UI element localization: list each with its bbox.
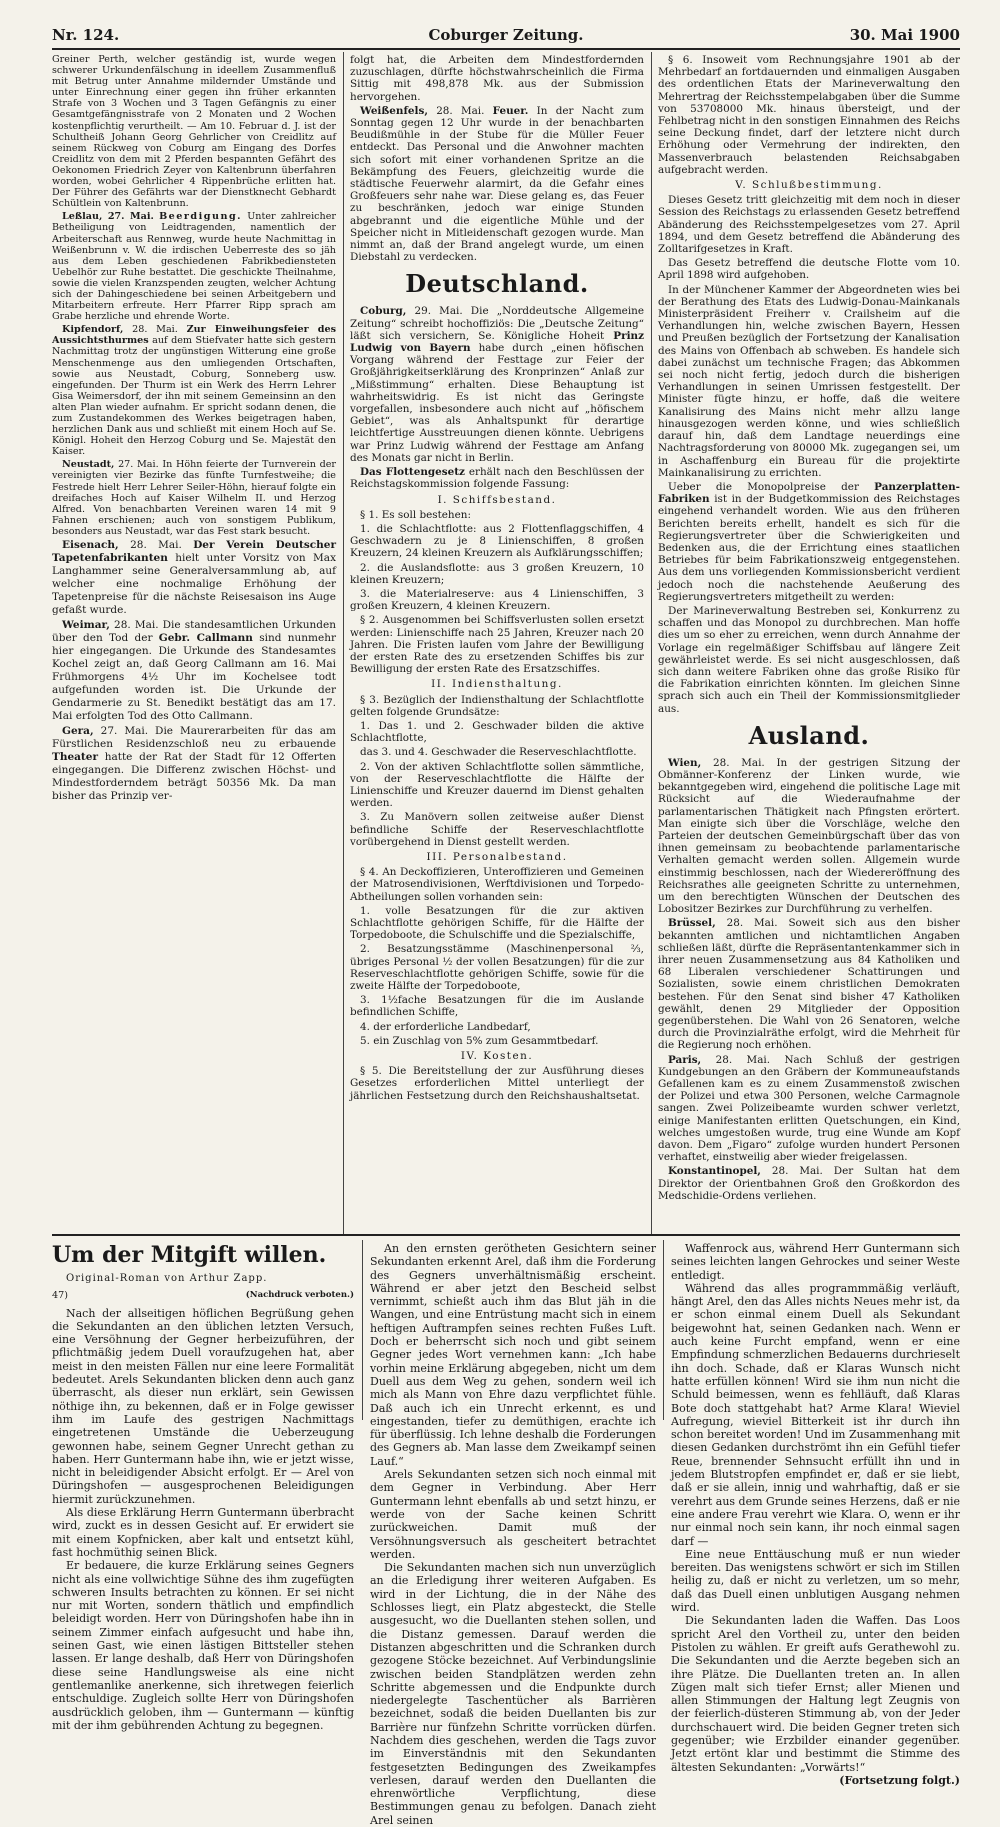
- article-gera: Gera, 27. Mai. Die Maurerarbeiten für das am Fürstlichen Residenzschloß neu zu erbauende Theater hatte der Rat der Stadt für 12 Offerten eingegangen. Die Differenz zwischen Höchst- und Mindestforderndem beträgt 50356 Mk. Da man bisher das Prinzip ver-: [52, 725, 337, 803]
- column-rule: [663, 1240, 664, 1420]
- law-item: 2. Besatzungsstämme (Maschinenpersonal ⅔, übriges Personal ½ der vollen Besatzungen) für die zur Reserveschlachtflotte gehörigen Schiffe, sowie für die zweite Hälfte der Torpedoboote,: [350, 943, 644, 993]
- article-konstantinopel: Konstantinopel, 28. Mai. Der Sultan hat dem Direktor der Orientbahnen Groß den Großkordon des Medschidie-Ordens verliehen.: [658, 1165, 960, 1202]
- law-item: das 3. und 4. Geschwader die Reserveschlachtflotte.: [360, 746, 637, 759]
- column-rule: [343, 52, 344, 1234]
- article-muenchen: In der Münchener Kammer der Abgeordneten wies bei der Berathung des Etats des Ludwig-Donau-Mainkanals Ministerpräsident Freiherr v. Crailsheim auf die Verhandlungen hin, welche zwischen Bayern, Hessen und Preußen bezüglich der Fortsetzung der Kanalisation des Mains von Offenbach ab schweben. Es handele sich dabei zunächst um technische Fragen; das Abkommen sei noch nicht fertig, jedoch durch die bisherigen Verhandlungen in seinen Umrissen festgestellt. Der Minister fügte hinzu, er hoffe, daß die weitere Kanalisirung des Mains nicht mehr allzu lange hinausgezogen werden könne, und wies schließlich darauf hin, daß dem Landtage neuerdings eine Nachtragsforderung von 80000 Mk. zugegangen sei, um in Aschaffenburg ein Bureau für die projektirte Mainkanalisirung zu errichten.: [658, 283, 960, 479]
- article-wien: Wien, 28. Mai. In der gestrigen Sitzung der Obmänner-Konferenz der Linken wurde, wie bekanntgegeben wird, eingehend die politische Lage mit Rücksicht auf die Wiederaufnahme der parlamentarischen Thätigkeit nach Pfingsten erörtert. Man einigte sich über die Vorschläge, welche den Parteien der deutschen Gemeinbürgschaft über das von ihnen gemeinsam zu beobachtende parlamentarische Verhalten gemacht werden sollen. Allgemein wurde einstimmig beschlossen, nach der Wiedereröffnung des Reichsrathes alle geeigneten Schritte zu unternehmen, um den berechtigten Wünschen der Deutschen des Lobositzer Bezirkes zur Durchführung zu verhelfen.: [658, 756, 960, 916]
- article-text: Der Marineverwaltung Bestreben sei, Konkurrenz zu schaffen und das Monopol zu durchbrechen. Man hoffe dies um so eher zu erreichen, wenn durch Annahme der Vorlage ein regelmäßiger Schiffsbau auf längere Zeit gewährleistet werde. Es sei nicht ausgeschlossen, daß sich dann weitere Fabriken ohne das große Risiko für die Fabrikation einrichten könnten. Im gleichen Sinne sprach sich auch ein Theil der Kommissionsmitglieder aus.: [658, 604, 960, 715]
- law-section-heading: II. Indiensthaltung.: [431, 678, 563, 691]
- law-paragraph: § 1. Es soll bestehen:: [360, 508, 471, 521]
- law-paragraph: Dieses Gesetz tritt gleichzeitig mit dem noch in dieser Session des Reichstags zu erlassenden Gesetz betreffend Abänderung des Reichsstempelgesetzes vom 27. April 1894, und dem Gesetz betreffend die Abänderung des Zolltarifgesetzes in Kraft.: [658, 194, 960, 256]
- law-paragraph: Das Gesetz betreffend die deutsche Flotte vom 10. April 1898 wird aufgehoben.: [658, 257, 960, 282]
- article-lesslau: Leßlau, 27. Mai. Beerdigung. Unter zahlreicher Betheiligung von Leidtragenden, namentlich der Arbeiterschaft aus Rennweg, wurde heute Nachmittag in Weißenbrunn v. W. die irdischen Ueberreste des so jäh aus dem Leben geschiedenen Fabrikbediensteten Uebelhör zur Ruhe bestattet. Die geschickte Theilnahme, sowie die vielen Kranzspenden zeugten, welcher Achtung sich der Dahingeschiedene bei seinen Arbeitgebern und Mitarbeitern erfreute. Herr Pfarrer Ripp sprach am Grabe herzliche und ehrende Worte.: [52, 211, 336, 323]
- law-paragraph: § 5. Die Bereitstellung der zur Ausführung dieses Gesetzes erforderlichen Mittel unterliegt der jährlichen Festsetzung durch den Reichshaushaltsetat.: [350, 1065, 644, 1102]
- law-item: 2. Von der aktiven Schlachtflotte sollen sämmtliche, von der Reserveschlachtflotte die Hälfte der Linienschiffe und Kreuzer dauernd im Dienst gehalten werden.: [350, 760, 644, 810]
- law-item: 3. die Materialreserve: aus 4 Linienschiffen, 3 großen Kreuzern, 4 kleinen Kreuzern.: [350, 587, 644, 613]
- law-item: 1. Das 1. und 2. Geschwader bilden die aktive Schlachtflotte,: [350, 719, 644, 745]
- article-weimar: Weimar, 28. Mai. Die standesamtlichen Urkunden über den Tod der Gebr. Callmann sind nunmehr hier eingegangen. Die Urkunde des Standesamtes Kochel zeigt an, daß Georg Callmann am 16. Mai Frühmorgens 4½ Uhr im Kochelsee todt aufgefunden worden ist. Die Urkunde der Gendarmerie zu St. Benedikt bestätigt das am 17. Mai erfolgten Tod des Otto Callmann.: [52, 619, 336, 723]
- article-text: Greiner Perth, welcher geständig ist, wurde wegen schwerer Urkundenfälschung in ideellem Zusammenfluß mit Betrug unter Annahme mildernder Umstände und unter Einrechnung einer gegen ihn früher erkannten Strafe von 3 Wochen und 3 Tagen Gefängnis zu einer Gesamtgefängnisstrafe von 2 Monaten und 2 Wochen kostenpflichtig verurtheilt. — Am 10. Februar d. J. ist der Schultheiß Johann Georg Gehrlicher von Creidlitz auf seinem Rückweg von Coburg am Eingang des Dorfes Creidlitz von dem mit 2 Pferden bespannten Gefährt des Oekonomen Friedrich Zeyer von Kaltenbrunn überfahren worden, wobei Gehrlicher 4 Rippenbrüche erlitten hat. Der Führer des Gefährts war der Dienstknecht Gebhardt Schültlein von Kaltenbrunn.: [52, 54, 336, 210]
- feuilleton-text: Die Sekundanten laden die Waffen. Das Loos spricht Arel den Vortheil zu, unter den beiden Pistolen zu wählen. Er greift aufs Gerathewohl zu. Die Sekundanten und die Aerzte begeben sich an ihre Plätze. Die Duellanten treten an. In allen Zügen malt sich tiefer Ernst; aller Mienen und allen Stimmungen der Haltung legt Zeugnis von der feierlich-düsteren Stimmung ab, von der Jeder durchschauert wird. Die beiden Gegner treten sich gegenüber; wie Erzbilder einander gegenüber. Jetzt ertönt klar und bestimmt die Stimme des ältesten Sekundanten: „Vorwärts!“: [671, 1614, 960, 1774]
- feuilleton-text: Arels Sekundanten setzen sich noch einmal mit dem Gegner in Verbindung. Aber Herr Guntermann lehnt ebenfalls ab und setzt hinzu, er werde von der Sache keinen Schritt zurückweichen. Damit muß der Versöhnungsversuch als gescheitert betrachtet werden.: [370, 1468, 656, 1561]
- feuilleton-text: Nach der allseitigen höflichen Begrüßung gehen die Sekundanten an den üblichen letzten Versuch, eine Versöhnung der Gegner herbeizuführen, der pflichtmäßig jedem Duell voraufzugehen hat, aber meist in den meisten Fällen nur eine leere Formalität bedeutet. Arels Sekundanten blicken denn auch ganz überrascht, als dieser nun erklärt, sein Gewissen nöthige ihn, zu bekennen, daß er in Folge gewisser ihm im Laufe des gestrigen Nachmittags eingetretenen Umstände die Ueberzeugung gewonnen habe, seinem Gegner Unrecht gethan zu haben. Herr Guntermann habe ihn, wie er jetzt wisse, nicht in beleidigender Absicht erfolgt. Er — Arel von Düringshofen — ausgesprochenen Beleidigungen hiermit zurückzunehmen.: [52, 1306, 354, 1506]
- article-coburg: Coburg, 29. Mai. Die „Norddeutsche Allgemeine Zeitung“ schreibt hochoffiziös: Die „Deutsche Zeitung“ läßt sich versichern, Se. Königliche Hoheit Prinz Ludwig von Bayern habe durch „einen höfischen Vorgang während der Festtage zur Feier der Großjährigkeitserklärung des Kronprinzen“ Anlaß zur „Mißstimmung“ erhalten. Diese Behauptung ist wahrheitswidrig. Es ist nicht das Geringste vorgefallen, insbesondere auch nicht auf „höfischem Gebiet“, was als Anhaltspunkt für derartige leichtfertige Ausstreuungen dienen könnte. Uebrigens war Prinz Ludwig während der Festtage am Anfang des Monats gar nicht in Berlin.: [350, 305, 644, 464]
- feuilleton-text: Waffenrock aus, während Herr Guntermann sich seines leichten langen Gehrockes und seiner Weste entledigt.: [671, 1242, 960, 1282]
- feuilleton-text: An den ernsten gerötheten Gesichtern seiner Sekundanten erkennt Arel, daß ihm die Forderung des Gegners unverhältnismäßig erscheint. Während er aber jetzt den Bescheid selbst vernimmt, schießt auch ihm das Blut jäh in die Wangen, und eine Entrüstung macht sich in einem heftigen Auftrampfen seines rechten Fußes Luft. Doch er beherrscht sich noch und gibt seinem Gegner jedes Wort vernehmen kann: „Ich habe vorhin meine Erklärung abgegeben, nicht um dem Duell aus dem Weg zu gehen, sondern weil ich mich als Mann von Ehre dazu verpflichtet fühle. Daß auch ich ein Unrecht erkennt, es und eingestanden, tiefer zu demüthigen, erachte ich für überflüssig. Ich lehne deshalb die Forderungen des Gegners ab. Man lasse dem Zweikampf seinen Lauf.“: [370, 1242, 656, 1468]
- column-2: [350, 54, 644, 1232]
- issue-number: Nr. 124.: [52, 26, 120, 44]
- law-item: 1. volle Besatzungen für die zur aktiven Schlachtflotte gehörigen Schiffe, für die Hälfte der Torpedoboote, die Schulschiffe und die Spezialschiffe,: [350, 904, 644, 942]
- article-flottengesetz: Das Flottengesetz erhält nach den Beschlüssen der Reichstagskommission folgende Fassung:: [350, 466, 644, 491]
- feuilleton-text: Als diese Erklärung Herrn Guntermann überbracht wird, zuckt es in dessen Gesicht auf. Er erwidert sie mit einem Kopfnicken, aber kalt und entsetzt kühl, fast hochmüthig seinen Blick.: [52, 1506, 354, 1559]
- law-section-heading: IV. Kosten.: [460, 1050, 534, 1063]
- chapter-number: 47): [52, 1290, 68, 1302]
- feuilleton-column-3: [671, 1242, 960, 1787]
- article-neustadt: Neustadt, 27. Mai. In Höhn feierte der Turnverein der vereinigten vier Bezirke das fünfte Turnfestweihe; die Festrede hielt Herr Lehrer Seiler-Höhn, hierauf folgte ein dreifaches Hoch auf Kaiser Wilhelm II. und Herzog Alfred. Von benachbarten Vereinen waren 14 mit 9 Fahnen erschienen; auch von sonstigem Publikum, besonders aus Neustadt, war das Fest stark besucht.: [52, 459, 336, 537]
- law-section-heading: I. Schiffsbestand.: [437, 493, 557, 506]
- feuilleton-text: Er bedauere, die kurze Erklärung seines Gegners nicht als eine vollwichtige Sühne des ihm zugefügten schweren Insults betrachten zu können. Er sei nicht nur mit Worten, sondern thätlich und empfindlich beleidigt worden. Herr von Düringshofen habe ihn in seinem Zimmer einfach aufgesucht und habe ihn, seinen Gast, wie einen lästigen Bittsteller stehen lassen. Er lange deshalb, daß Herr von Düringshofen diese seine Handlungsweise als eine nicht gentlemanlike anerkenne, sich ihretwegen feierlich entschuldige. Zugleich sollte Herr von Düringshofen ausdrücklich geloben, ihm — Guntermann — künftig mit der ihm gebührenden Achtung zu begegnen.: [52, 1559, 354, 1732]
- feuilleton-column-1: [52, 1242, 354, 1732]
- law-section-heading: III. Personalbestand.: [426, 850, 568, 863]
- article-panzerplatten: Ueber die Monopolpreise der Panzerplatten-Fabriken ist in der Budgetkommission des Reichstages eingehend verhandelt worden. Wie aus den früheren Berichten bereits erhellt, handelt es sich für die Regierungsvertreter über die Schwierigkeiten und Bedenken aus, die der Errichtung eines staatlichen Betriebes für beim Fabrikationszweig entgegenstehen. Aus dem uns vorliegenden Kommissionsbericht verdient jedoch noch die nachstehende Aeußerung des Regierungsvertreters mitgetheilt zu werden:: [658, 480, 960, 603]
- article-weissenfels: Weißenfels, 28. Mai. Feuer. In der Nacht zum Sonntag gegen 12 Uhr wurde in der benachbarten Beudißmühle in der Stube für die Müller Feuer entdeckt. Das Personal und die Anwohner machten sich sofort mit einer vorhandenen Spritze an die Bekämpfung des Feuers, gleichzeitig wurde die städtische Feuerwehr alarmirt, da die Gefahr eines Großfeuers sehr nahe war. Diese gelang es, das Feuer zu beschränken, jedoch war einige Stunden abgebrannt und die eigentliche Mühle und der Speicher nicht in Mitleidenschaft gezogen wurde. Man nimmt an, daß der Brand angelegt wurde, um einen Diebstahl zu verdecken.: [350, 104, 644, 264]
- reprint-notice: (Nachdruck verboten.): [245, 1290, 354, 1301]
- law-item: 3. Zu Manövern sollen zeitweise außer Dienst befindliche Schiffe der Reserveschlachtflotte vorübergehend in Dienst gestellt werden.: [350, 811, 644, 848]
- feuilleton-text: Die Sekundanten machen sich nun unverzüglich an die Erledigung ihrer weiteren Aufgaben. Es wird in der Lichtung, die in der Nähe des Schlosses liegt, ein Platz abgesteckt, die Stelle ausgesucht, wo die Duellanten stehen sollen, und die Distanz gemessen. Darauf werden die Distanzen abgeschritten und die Schranken durch gezogene Stöcke bezeichnet. Auf Verbindungslinie zwischen beiden Standplätzen werden zehn Schritte abgemessen und die Endpunkte durch niedergelegte Taschentücher als Barrièren bezeichnet, sodaß die beiden Duellanten bis zur Barrière nur fünfzehn Schritte vorrücken dürfen. Nachdem dies geschehen, werden die Tags zuvor im Einverständnis mit den Sekundanten festgesetzten Bedingungen des Zweikampfes verlesen, darauf werden den Duellanten die ehrenwörtliche Verpflichtung, diese Bestimmungen genau zu befolgen. Danach zieht Arel seinen: [370, 1561, 656, 1827]
- law-paragraph: § 4. An Deckoffizieren, Unteroffizieren und Gemeinen der Matrosendivisionen, Werftdivisionen und Torpedo-Abtheilungen sollen vorhanden sein:: [350, 866, 644, 903]
- column-rule: [651, 52, 652, 1234]
- feuilleton-title: Um der Mitgift willen.: [52, 1242, 327, 1268]
- feuilleton-text: Eine neue Enttäuschung muß er nun wieder bereiten. Das wenigstens schwört er sich im Stillen heilig zu, daß er nicht zu verletzen, um so mehr, daß das Duell einen unblutigen Ausgang nehmen wird.: [671, 1547, 960, 1615]
- feuilleton-column-2: [370, 1242, 656, 1827]
- masthead: [52, 26, 960, 50]
- law-item: 3. 1½fache Besatzungen für die im Auslande befindlichen Schiffe,: [350, 994, 644, 1019]
- feuilleton-chapter: [52, 1289, 354, 1302]
- column-1: [52, 54, 336, 1232]
- column-rule: [362, 1240, 363, 1420]
- section-title-ausland: Ausland.: [748, 720, 870, 750]
- feuilleton-text: Während das alles programmmäßig verläuft, hängt Arel, den das Alles nichts Neues mehr ist, da er schon einmal einem Duell als Sekundant beigewohnt hat, seinen Gedanken nach. Wenn er auch keine Furcht empfand, wenn er eine Empfindung schmerzlichen Bedauerns durchrieselt ihn doch. Schade, daß er Klaras Wunsch nicht hatte erfüllen können! Wird sie ihm nun nicht die Schuld beimessen, wenn es fehlläuft, daß Klaras Bote doch stattgehabt hat? Arme Klara! Wieviel Aufregung, wieviel Bitterkeit ist ihr durch ihn schon bereitet worden! Und im Zusammenhang mit diesen Gedanken durchströmt ihn ein Gefühl tiefer Reue, brennender Sehnsucht erfüllt ihn und in jedem Blutstropfen empfindet er, daß er sie liebt, daß er sie allein, innig und wahrhaftig, daß er sie verehrt aus dem Grunde seines Herzens, daß er nie eine andere Frau verehrt wie Klara. O, wenn er ihr nur einmal noch sein kann, ihr noch einmal sagen darf —: [671, 1281, 960, 1548]
- column-3: [658, 54, 960, 1232]
- law-paragraph: § 2. Ausgenommen bei Schiffsverlusten sollen ersetzt werden: Linienschiffe nach 25 Jahren, Kreuzer nach 20 Jahren. Die Fristen laufen vom Jahre der Bewilligung der ersten Rate des zu ersetzenden Schiffes bis zur Bewilligung der ersten Rate des Ersatzschiffes.: [350, 614, 644, 676]
- feuilleton-rule: [52, 1234, 960, 1236]
- issue-date: 30. Mai 1900: [849, 26, 960, 44]
- law-item: 4. der erforderliche Landbedarf,: [360, 1020, 531, 1033]
- article-bruessel: Brüssel, 28. Mai. Soweit sich aus den bisher bekannten amtlichen und nichtamtlichen Angaben schließen läßt, dürfte die Repräsentantenkammer sich in ihrer neuen Zusammensetzung aus 84 Katholiken und 68 Liberalen verschiedener Schattirungen und Sozialisten, sowie einem christlichen Demokraten bestehen. Für den Senat sind bisher 47 Katholiken gewählt, denen 29 Mitglieder der Opposition gegenüberstehen. Die Wahl von 26 Senatoren, welche durch die Provinzialräthe erfolgt, wird die Mehrheit für die Regierung noch erhöhen.: [658, 917, 960, 1052]
- article-paris: Paris, 28. Mai. Nach Schluß der gestrigen Kundgebungen an den Gräbern der Kommuneaufstands Gefallenen kam es zu einem Zusammenstoß zwischen der Polizei und etwa 300 Personen, welche Carmagnole sangen. Zwei Polizeibeamte wurden schwer verletzt, einige Manifestanten erlitten Quetschungen, ein Kind, welches umgestoßen wurde, trug eine Wunde am Kopf davon. Dem „Figaro“ zufolge wurden hundert Personen verhaftet, einstweilig aber wieder freigelassen.: [658, 1053, 960, 1164]
- feuilleton-byline: Original-Roman von Arthur Zapp.: [66, 1273, 268, 1284]
- continuation-note: (Fortsetzung folgt.): [839, 1773, 960, 1787]
- newspaper-name: Coburger Zeitung.: [428, 26, 584, 44]
- law-paragraph: § 3. Bezüglich der Indiensthaltung der Schlachtflotte gelten folgende Grundsätze:: [350, 693, 644, 718]
- law-item: 1. die Schlachtflotte: aus 2 Flottenflaggschiffen, 4 Geschwadern zu je 8 Linienschiffen, 8 großen Kreuzern, 24 kleinen Kreuzern als Aufklärungsschiffen;: [350, 522, 644, 560]
- law-paragraph: § 6. Insoweit vom Rechnungsjahre 1901 ab der Mehrbedarf an fortdauernden und einmaligen Ausgaben des ordentlichen Etats der Marineverwaltung den Mehrertrag der Reichsstempelabgaben über die Summe von 53708000 Mk. hinaus übersteigt, und der Fehlbetrag nicht in den sonstigen Einnahmen des Reichs seine Deckung findet, darf der letztere nicht durch Erhöhung oder Vermehrung der indirekten, den Massenverbrauch belastenden Reichsabgaben aufgebracht werden.: [658, 54, 960, 176]
- article-kipfendorf: Kipfendorf, 28. Mai. Zur Einweihungsfeier des Aussichtsthurmes auf dem Stiefvater hatte sich gestern Nachmittag trotz der ungünstigen Witterung eine große Menschenmenge aus den umliegenden Ortschaften, sowie aus Neustadt, Coburg, Sonneberg usw. eingefunden. Der Thurm ist ein Werk des Herrn Lehrer Gisa Weimersdorf, der ihn mit seinem Gemeinsinn an den alten Plan wieder aufnahm. Er spricht sodann denen, die zum Zustandekommen des Werkes beigetragen haben, herzlichen Dank aus und schließt mit einem Hoch auf Se. Königl. Hoheit den Herzog Coburg und Se. Majestät den Kaiser.: [52, 324, 336, 458]
- article-eisenach: Eisenach, 28. Mai. Der Verein Deutscher Tapetenfabrikanten hielt unter Vorsitz von Max Langhammer seine Generalversammlung ab, auf welcher eine nochmalige Erhöhung der Tapetenpreise für die nächste Reisesaison ins Auge gefaßt wurde.: [52, 539, 336, 617]
- law-item: 2. die Auslandsflotte: aus 3 großen Kreuzern, 10 kleinen Kreuzern;: [350, 561, 644, 586]
- law-item: 5. ein Zuschlag von 5% zum Gesammtbedarf.: [360, 1034, 599, 1047]
- article-text: folgt hat, die Arbeiten dem Mindestfordernden zuzuschlagen, dürfte höchstwahrscheinlich die Firma Sittig mit 498,878 Mk. aus der Submission hervorgehen.: [350, 54, 644, 103]
- law-section-heading: V. Schlußbestimmung.: [735, 179, 883, 192]
- section-title-deutschland: Deutschland.: [405, 269, 589, 299]
